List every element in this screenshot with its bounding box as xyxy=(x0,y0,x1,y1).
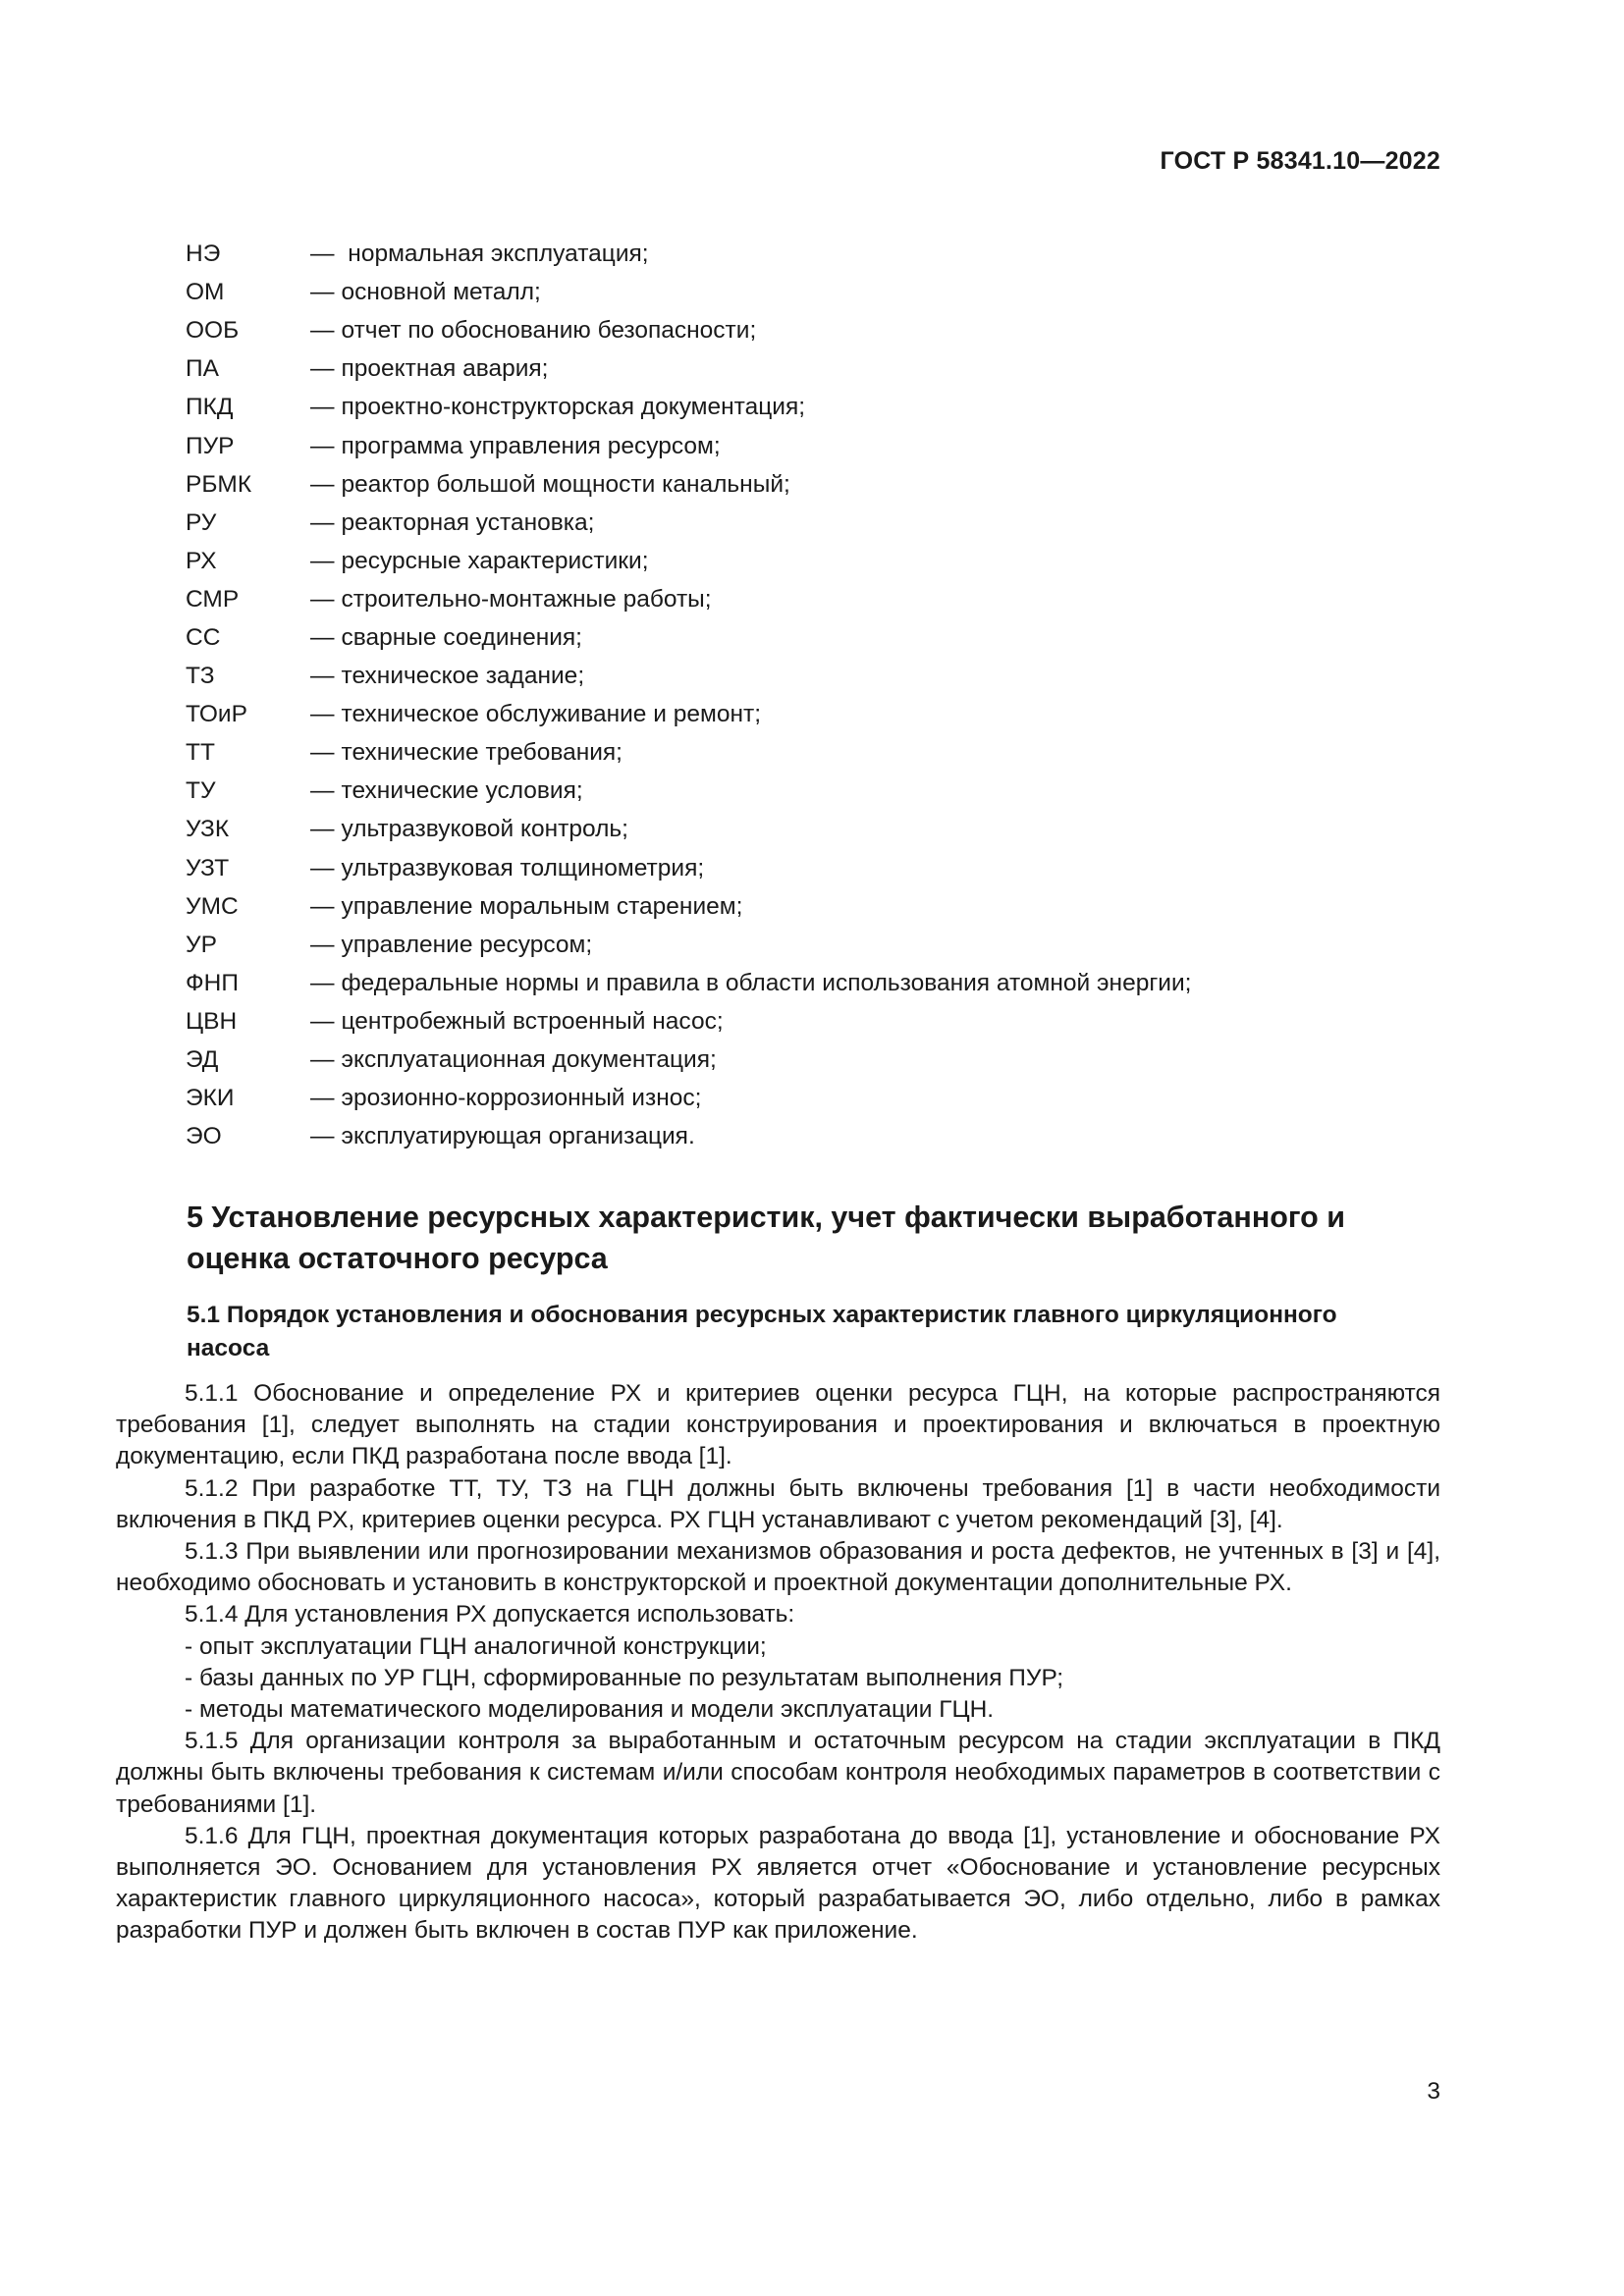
abbreviation-term: ТЗ xyxy=(186,663,215,690)
abbreviation-term: ЦВН xyxy=(186,1007,238,1035)
abbreviation-definition: управление ресурсом; xyxy=(341,931,593,958)
abbreviation-item xyxy=(186,504,1364,542)
abbreviation-item xyxy=(186,695,1364,733)
abbreviation-definition: эрозионно-коррозионный износ; xyxy=(341,1085,702,1112)
abbreviation-definition: строительно-монтажные работы; xyxy=(341,585,712,613)
abbreviation-item xyxy=(186,580,1364,618)
section-heading: 5 Установление ресурсных характеристик, учет фактически выработанного и оценка остаточного ресурса xyxy=(187,1201,1346,1275)
abbreviation-definition: программа управления ресурсом; xyxy=(341,432,721,459)
abbreviation-term: ПУР xyxy=(186,432,235,459)
abbreviation-term: УЗК xyxy=(186,816,230,843)
abbreviation-definition: техническое задание; xyxy=(341,663,585,690)
dash: — xyxy=(310,547,335,574)
dash: — xyxy=(310,240,335,268)
dash: — xyxy=(310,777,335,805)
abbreviation-definition: федеральные нормы и правила в области использования атомной энергии; xyxy=(341,969,1192,996)
abbreviation-term: РБМК xyxy=(186,470,252,498)
abbreviation-item xyxy=(186,772,1364,810)
dash: — xyxy=(310,931,335,958)
dash: — xyxy=(310,317,335,345)
abbreviation-term: ОМ xyxy=(186,279,225,306)
page-number: 3 xyxy=(1427,2078,1440,2105)
dash: — xyxy=(310,816,335,843)
dash: — xyxy=(310,1085,335,1112)
abbreviation-item xyxy=(186,388,1364,426)
document-code-header: ГОСТ Р 58341.10—2022 xyxy=(1160,147,1440,175)
abbreviation-term: НЭ xyxy=(186,240,221,268)
dash: — xyxy=(310,1123,335,1150)
abbreviation-definition: отчет по обоснованию безопасности; xyxy=(341,317,757,345)
dash: — xyxy=(310,623,335,651)
paragraph-5-1-5: 5.1.5 Для организации контроля за выработанным и остаточным ресурсом на стадии эксплуатации в ПКД должны быть включены требования к системам и/или способам контроля необходимых параметров в соответствии с требованиями [1]. xyxy=(116,1728,1440,1818)
dash: — xyxy=(310,470,335,498)
dash: — xyxy=(310,1007,335,1035)
dash: — xyxy=(310,701,335,728)
dash: — xyxy=(310,355,335,383)
abbreviation-item xyxy=(186,657,1364,695)
abbreviation-definition: эксплуатирующая организация. xyxy=(341,1123,695,1150)
abbreviation-item xyxy=(186,926,1364,964)
abbreviation-definition: технические условия; xyxy=(341,777,583,805)
paragraph-5-1-6: 5.1.6 Для ГЦН, проектная документация которых разработана до ввода [1], установление и обоснование РХ выполняется ЭО. Основанием для установления РХ является отчет «Обоснование и установление ресурсных характеристик главного циркуляционного насоса», который разрабатывается ЭО, либо отдельно, либо в рамках разработки ПУР и должен быть включен в состав ПУР как приложение. xyxy=(116,1822,1440,1945)
abbreviation-term: ТОиР xyxy=(186,701,247,728)
abbreviation-definition: ресурсные характеристики; xyxy=(341,547,649,574)
abbreviation-term: ТТ xyxy=(186,739,215,767)
abbreviation-item xyxy=(186,349,1364,388)
abbreviation-term: УР xyxy=(186,931,217,958)
abbreviation-definition: управление моральным старением; xyxy=(341,892,743,920)
dash: — xyxy=(310,279,335,306)
abbreviation-term: ПКД xyxy=(186,394,234,421)
abbreviation-item xyxy=(186,964,1364,1002)
list-item: - методы математического моделирования и модели эксплуатации ГЦН. xyxy=(185,1696,995,1724)
abbreviation-item xyxy=(186,311,1364,349)
dash: — xyxy=(310,1046,335,1074)
abbreviation-item xyxy=(186,849,1364,887)
dash: — xyxy=(310,854,335,881)
abbreviation-item xyxy=(186,733,1364,772)
dash: — xyxy=(310,432,335,459)
abbreviation-definition: основной металл; xyxy=(341,279,541,306)
abbreviation-definition: эксплуатационная документация; xyxy=(341,1046,717,1074)
abbreviation-item xyxy=(186,426,1364,464)
abbreviation-term: ЭО xyxy=(186,1123,222,1150)
abbreviation-term: ЭД xyxy=(186,1046,219,1074)
abbreviation-definition: техническое обслуживание и ремонт; xyxy=(341,701,762,728)
abbreviation-item xyxy=(186,273,1364,311)
abbreviation-item xyxy=(186,542,1364,580)
abbreviation-item xyxy=(186,618,1364,657)
abbreviation-definition: технические требования; xyxy=(341,739,623,767)
abbreviation-term: ТУ xyxy=(186,777,216,805)
paragraph-5-1-1: 5.1.1 Обоснование и определение РХ и критериев оценки ресурса ГЦН, на которые распространяются требования [1], следует выполнять на стадии конструирования и проектирования и включаться в проектную документацию, если ПКД разработана после ввода [1]. xyxy=(116,1380,1440,1470)
abbreviation-definition: проектная авария; xyxy=(341,355,549,383)
dash: — xyxy=(310,394,335,421)
section-body xyxy=(116,1378,1440,1948)
list-item: - базы данных по УР ГЦН, сформированные по результатам выполнения ПУР; xyxy=(185,1664,1064,1691)
abbreviation-list xyxy=(186,235,1364,1155)
abbreviation-definition: реакторная установка; xyxy=(341,508,595,536)
abbreviation-definition: нормальная эксплуатация; xyxy=(341,240,649,268)
subsection-heading: 5.1 Порядок установления и обоснования ресурсных характеристик главного циркуляционного насоса xyxy=(187,1302,1337,1362)
dash: — xyxy=(310,508,335,536)
abbreviation-definition: сварные соединения; xyxy=(341,623,582,651)
abbreviation-term: ФНП xyxy=(186,969,239,996)
abbreviation-term: СМР xyxy=(186,585,240,613)
abbreviation-definition: ультразвуковой контроль; xyxy=(341,816,628,843)
paragraph-5-1-2: 5.1.2 При разработке ТТ, ТУ, ТЗ на ГЦН должны быть включены требования [1] в части необходимости включения в ПКД РХ, критериев оценки ресурса. РХ ГЦН устанавливают с учетом рекомендаций [3], [4]. xyxy=(116,1474,1440,1533)
dash: — xyxy=(310,892,335,920)
dash: — xyxy=(310,739,335,767)
abbreviation-definition: ультразвуковая толщинометрия; xyxy=(341,854,705,881)
list-item: - опыт эксплуатации ГЦН аналогичной конструкции; xyxy=(185,1632,767,1660)
abbreviation-definition: центробежный встроенный насос; xyxy=(341,1007,724,1035)
abbreviation-term: УМС xyxy=(186,892,239,920)
abbreviation-term: СС xyxy=(186,623,221,651)
abbreviation-term: ООБ xyxy=(186,317,240,345)
abbreviation-term: РУ xyxy=(186,508,217,536)
abbreviation-item xyxy=(186,1002,1364,1041)
abbreviation-term: РХ xyxy=(186,547,217,574)
abbreviation-definition: проектно-конструкторская документация; xyxy=(341,394,806,421)
paragraph-5-1-4: 5.1.4 Для установления РХ допускается использовать: xyxy=(185,1601,795,1629)
abbreviation-item xyxy=(186,1117,1364,1155)
abbreviation-item xyxy=(186,465,1364,504)
paragraph-5-1-3: 5.1.3 При выявлении или прогнозировании механизмов образования и роста дефектов, не учтенных в [3] и [4], необходимо обосновать и установить в конструкторской и проектной документации дополнительные РХ. xyxy=(116,1538,1440,1597)
abbreviation-item xyxy=(186,810,1364,848)
abbreviation-item xyxy=(186,1079,1364,1117)
abbreviation-item xyxy=(186,1041,1364,1079)
abbreviation-term: ПА xyxy=(186,355,219,383)
abbreviation-term: УЗТ xyxy=(186,854,230,881)
abbreviation-definition: реактор большой мощности канальный; xyxy=(341,470,790,498)
abbreviation-item xyxy=(186,887,1364,926)
abbreviation-term: ЭКИ xyxy=(186,1085,235,1112)
dash: — xyxy=(310,969,335,996)
dash: — xyxy=(310,663,335,690)
dash: — xyxy=(310,585,335,613)
abbreviation-item xyxy=(186,235,1364,273)
